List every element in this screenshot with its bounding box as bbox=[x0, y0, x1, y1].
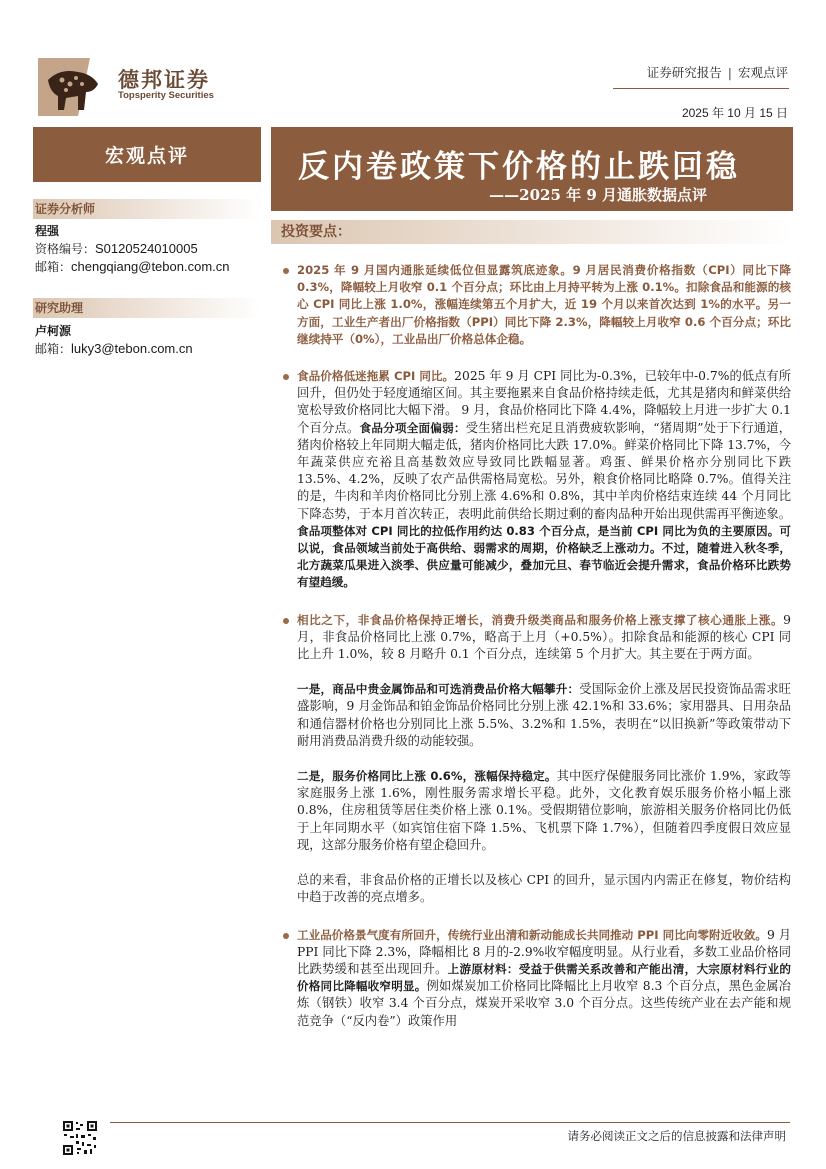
category-label: 宏观点评 bbox=[33, 127, 261, 182]
qr-code-icon bbox=[62, 1120, 98, 1156]
goods-lead: 一是，商品中贵金属饰品和可选消费品价格大幅攀升： bbox=[297, 682, 580, 697]
page-subtitle: ——2025 年 9 月通胀数据点评 bbox=[489, 186, 707, 204]
goods-paragraph bbox=[283, 681, 791, 750]
ppi-lead: 工业品价格景气度有所回升，传统行业出清和新动能成长共同推动 PPI 同比向零附近收敛。 bbox=[297, 927, 767, 942]
brand-name-cn: 德邦证券 bbox=[118, 68, 210, 92]
food-text-1: 2025 年 9 月 CPI 同比为-0.3%，已较年中-0.7%的低点有所回升，但仍处于轻度通缩区间。其主要拖累来自食品价格持续走低，尤其是猪肉和鲜菜供给宽松导致价格同比大幅下滑。 9 月，食品价格同比下降 4.4%，降幅较上月进一步扩大 0.1 个百分点。 bbox=[297, 369, 791, 435]
summary-paragraph bbox=[283, 262, 791, 348]
email-label: 邮箱： bbox=[35, 342, 72, 356]
bullet-icon bbox=[283, 268, 289, 274]
bullet-icon bbox=[283, 933, 289, 939]
analyst-name: 程强 bbox=[35, 224, 60, 238]
bullet-icon bbox=[283, 618, 289, 624]
key-points-head: 投资要点： bbox=[271, 220, 793, 244]
assistant-section-head: 研究助理 bbox=[33, 298, 261, 318]
analyst-info bbox=[35, 222, 230, 276]
food-price-paragraph bbox=[283, 368, 791, 592]
report-date: 2025 年 10 月 15 日 bbox=[681, 106, 788, 120]
food-bold-1: 食品分项全面偏弱： bbox=[359, 420, 466, 435]
assistant-name: 卢柯源 bbox=[35, 324, 72, 338]
nonfood-lead: 相比之下，非食品价格保持正增长，消费升级类商品和服务价格上涨支撑了核心通胀上涨。 bbox=[297, 612, 784, 627]
services-text: 其中医疗保健服务同比涨价 1.9%，家政等家庭服务上涨 1.6%，刚性服务需求增长平稳。此外，文化教育娱乐服务价格小幅上涨 0.8%，住房租赁等居住类价格上涨 0.1%。受假期错位影响，旅游相关服务价格同比仍低于上年同期水平（如宾馆住宿下降 1.5%、飞机票下降 1.7%），但随着四季度假日效应显现，这部分服务价格有望企稳回升。 bbox=[297, 769, 791, 852]
brand-logo-icon bbox=[38, 58, 104, 116]
page-title: 反内卷政策下价格的止跌回稳 bbox=[298, 149, 740, 185]
goods-text: 受国际金价上涨及居民投资饰品需求旺盛影响，9 月金饰品和铂金饰品价格同比分别上涨 42.1%和 33.6%；家用器具、日用杂品和通信器材价格也分别同比上涨 5.5%、3.2%和 1.5%，表明在“以旧换新”等政策带动下耐用消费品消费升级的动能较强。 bbox=[297, 682, 791, 748]
ppi-text-2: 例如煤炭加工价格同比降幅比上月收窄 8.3 个百分点，黑色金属冶炼（钢铁）收窄 3.4 个百分点，煤炭开采收窄 3.0 个百分点。这些传统产业在去产能和规范竞争（“反内卷”）政策作用 bbox=[297, 979, 791, 1028]
analyst-email bbox=[35, 258, 230, 276]
separator: | bbox=[727, 65, 732, 80]
conclusion-text: 总的来看，非食品价格的正增长以及核心 CPI 的回升，显示国内内需正在修复，物价结构中趋于改善的亮点增多。 bbox=[297, 873, 791, 905]
header-rule bbox=[613, 88, 789, 89]
report-type bbox=[647, 63, 788, 81]
summary-text: 2025 年 9 月国内通胀延续低位但显露筑底迹象。9 月居民消费价格指数（CPI）同比下降 0.3%，降幅较上月收窄 0.1 个百分点；环比由上月持平转为上涨 0.1%。扣除食品和能源的核心 CPI 同比上涨 1.0%，涨幅连续第五个月扩大，近 19 个月以来首次达到 1%的水平。另一方面，工业生产者出厂价格指数（PPI）同比下降 2.3%，降幅较上月收窄 0.6 个百分点；环比继续持平（0%），工业品出厂价格总体企稳。 bbox=[297, 263, 791, 346]
assistant-email bbox=[35, 340, 193, 358]
footer-disclaimer: 请务必阅读正文之后的信息披露和法律声明 bbox=[567, 1129, 786, 1143]
food-text-2: 受生猪出栏充足且消费疲软影响，“猪周期”处于下行通道，猪肉价格较上年同期大幅走低，猪肉价格同比大跌 17.0%。鲜菜价格同比下降 13.7%，今年蔬菜供应充裕且高基数效应导致同比跌幅显著。鸡蛋、鲜果价格亦分别同比下跌 13.5%、4.2%，反映了农产品供需格局宽松。另外，粮食价格同比略降 0.7%。值得关注的是，牛肉和羊肉价格同比分别上涨 4.6%和 0.8%，其中羊肉价格结束连续 44 个月同比下降态势，于本月首次转正，表明此前供给长期过剩的畜肉品种开始出现供需再平衡迹象。 bbox=[297, 420, 791, 521]
ppi-text-1: 9 月 PPI 同比下降 2.3%，降幅相比 8 月的-2.9%收窄幅度明显。从行业看，多数工业品价格同比跌势缓和甚至出现回升。 bbox=[297, 927, 791, 976]
services-lead: 二是，服务价格同比上涨 0.6%，涨幅保持稳定。 bbox=[297, 769, 557, 784]
analyst-section-head: 证券分析师 bbox=[33, 199, 261, 219]
report-category-label: 宏观点评 bbox=[737, 65, 788, 80]
assistant-info bbox=[35, 322, 193, 358]
nonfood-text: 9 月，非食品价格同比上涨 0.7%，略高于上月（+0.5%）。扣除食品和能源的核心 CPI 同比上升 1.0%，较 8 月略升 0.1 个百分点，连续第 5 个月扩大。其主要在于两方面。 bbox=[297, 612, 791, 662]
report-body bbox=[283, 262, 791, 1030]
food-bold-2: 食品项整体对 CPI 同比的拉低作用约达 0.83 个百分点，是当前 CPI 同比为负的主要原因。可以说，食品领域当前处于高供给、弱需求的周期，价格缺乏上涨动力。不过，随着进入秋冬季，北方蔬菜瓜果进入淡季、供应量可能减少，叠加元旦、春节临近会提升需求，食品价格环比跌势有望趋缓。 bbox=[297, 523, 791, 590]
title-banner bbox=[271, 127, 793, 211]
analyst-cert bbox=[35, 240, 230, 258]
food-lead: 食品价格低迷拖累 CPI 同比。 bbox=[297, 369, 455, 384]
services-paragraph bbox=[283, 768, 791, 854]
ppi-bold: 上游原材料：受益于供需关系改善和产能出清，大宗原材料行业的价格同比降幅收窄明显。 bbox=[297, 961, 791, 994]
report-type-label: 证券研究报告 bbox=[646, 65, 722, 80]
email-label: 邮箱： bbox=[35, 260, 72, 274]
nonfood-paragraph bbox=[283, 612, 791, 664]
conclusion-paragraph bbox=[283, 872, 791, 906]
bullet-icon bbox=[283, 374, 289, 380]
email-link[interactable]: chengqiang@tebon.com.cn bbox=[71, 259, 230, 274]
ppi-paragraph bbox=[283, 927, 791, 1030]
cert-label: 资格编号： bbox=[35, 242, 96, 256]
footer-rule bbox=[110, 1122, 790, 1123]
cert-number: S0120524010005 bbox=[95, 241, 198, 256]
brand-name-en: Topsperity Securities bbox=[118, 90, 214, 101]
email-link[interactable]: luky3@tebon.com.cn bbox=[71, 341, 193, 356]
